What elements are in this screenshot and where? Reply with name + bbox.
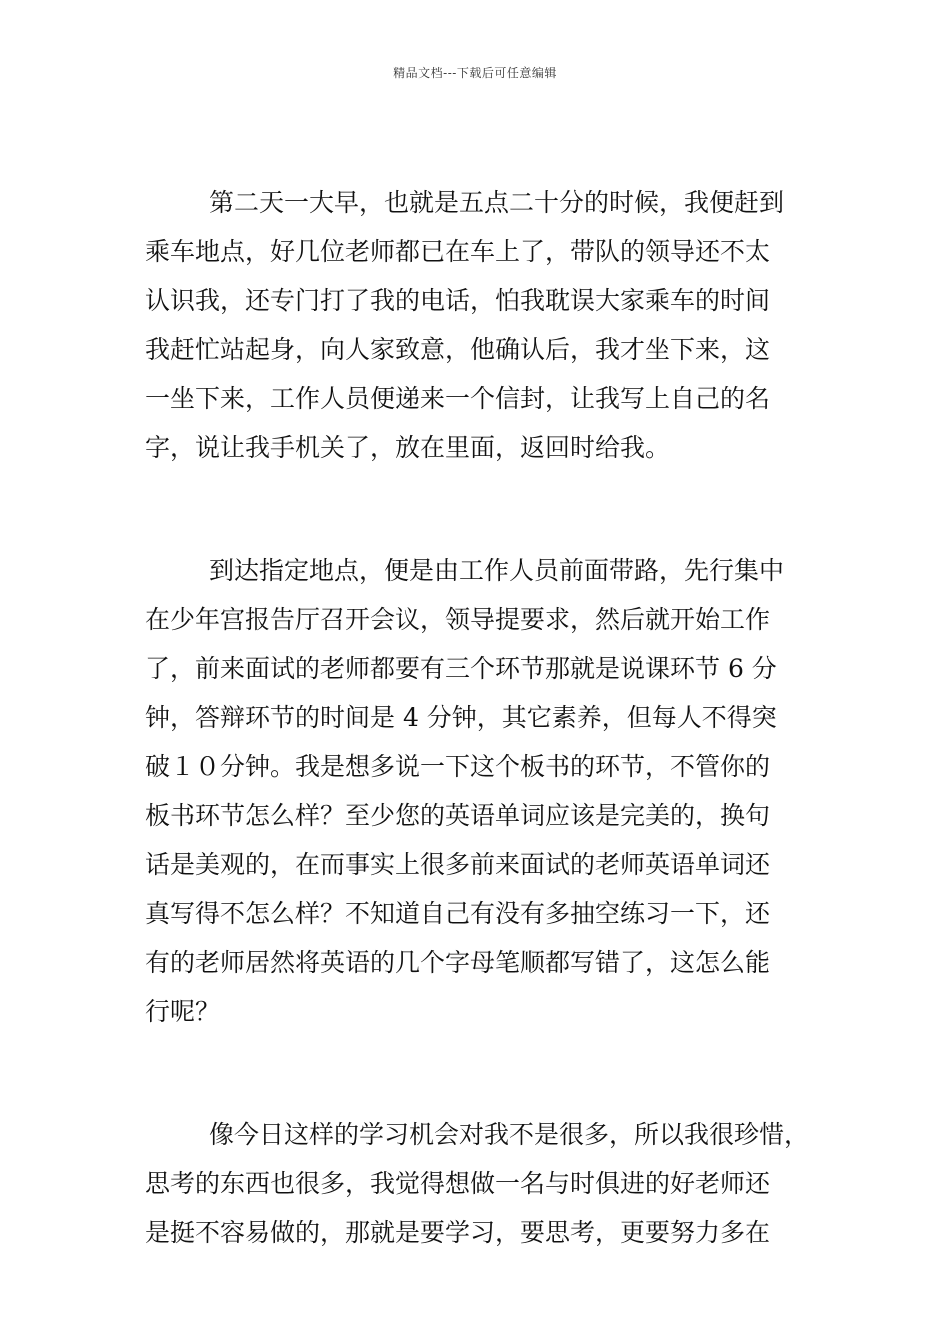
paragraph-line: 了，前来面试的老师都要有三个环节那就是说课环节 6 分 bbox=[145, 654, 777, 683]
paragraph-line: 在少年宫报告厅召开会议，领导提要求，然后就开始工作 bbox=[145, 605, 771, 634]
paragraph-line: 有的老师居然将英语的几个字母笔顺都写错了，这怎么能 bbox=[145, 948, 771, 977]
paragraph-3 bbox=[145, 1110, 809, 1257]
document-body bbox=[145, 178, 809, 1331]
page-header: 精品文档---下载后可任意编辑 bbox=[393, 66, 557, 80]
paragraph-line: 认识我，还专门打了我的电话，怕我耽误大家乘车的时间 bbox=[145, 286, 771, 315]
paragraph-line: 我赶忙站起身，向人家致意，他确认后，我才坐下来，这 bbox=[145, 335, 771, 364]
paragraph-line: 一坐下来，工作人员便递来一个信封，让我写上自己的名 bbox=[145, 384, 771, 413]
paragraph-1 bbox=[145, 178, 809, 472]
paragraph-line: 话是美观的，在而事实上很多前来面试的老师英语单词还 bbox=[145, 850, 771, 879]
paragraph-line: 字，说让我手机关了，放在里面，返回时给我。 bbox=[145, 433, 671, 462]
paragraph-line: 钟，答辩环节的时间是 4 分钟，其它素养，但每人不得突 bbox=[145, 703, 777, 732]
paragraph-line: 乘车地点，好几位老师都已在车上了，带队的领导还不太 bbox=[145, 237, 771, 266]
paragraph-line: 到达指定地点，便是由工作人员前面带路，先行集中 bbox=[209, 556, 785, 585]
paragraph-line: 思考的东西也很多，我觉得想做一名与时俱进的好老师还 bbox=[145, 1169, 771, 1198]
paragraph-line: 板书环节怎么样？至少您的英语单词应该是完美的，换句 bbox=[145, 801, 771, 830]
paragraph-line: 行呢？ bbox=[145, 997, 221, 1026]
paragraph-line: 破１０分钟。我是想多说一下这个板书的环节，不管你的 bbox=[145, 752, 771, 781]
paragraph-line: 真写得不怎么样？不知道自己有没有多抽空练习一下，还 bbox=[145, 899, 771, 928]
paragraph-line: 第二天一大早，也就是五点二十分的时候，我便赶到 bbox=[209, 188, 785, 217]
paragraph-line: 像今日这样的学习机会对我不是很多，所以我很珍惜， bbox=[209, 1120, 809, 1149]
paragraph-line: 是挺不容易做的，那就是要学习，要思考，更要努力多在 bbox=[145, 1218, 771, 1247]
paragraph-2 bbox=[145, 546, 809, 1036]
